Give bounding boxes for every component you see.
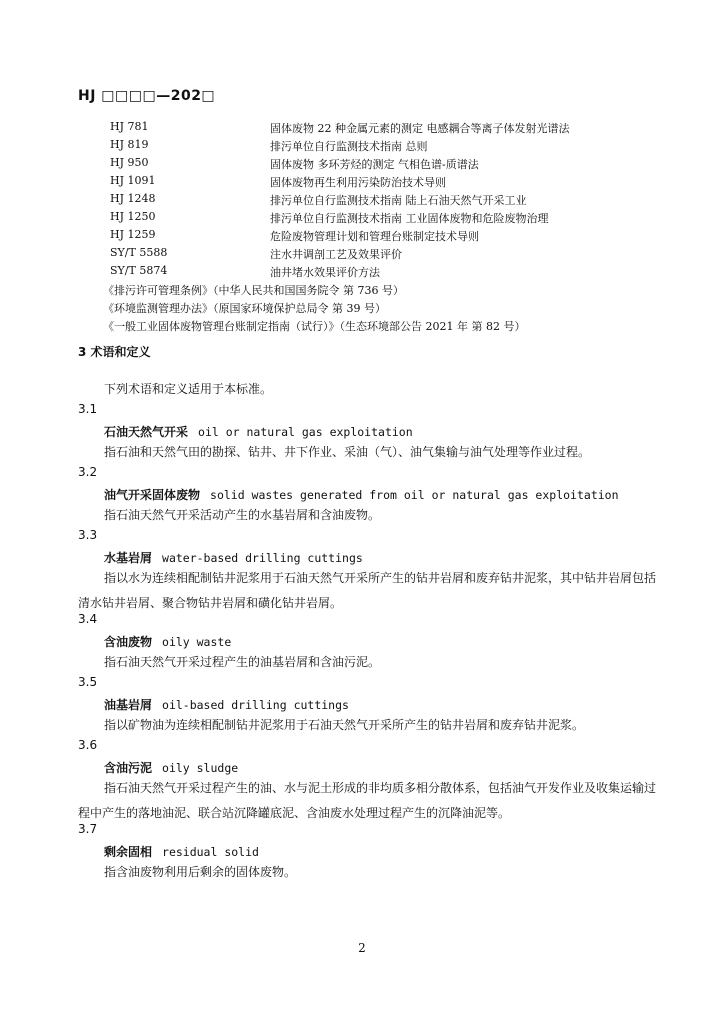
term-chinese: 水基岩屑 (104, 551, 153, 565)
term-definition: 指石油天然气开采活动产生的水基岩屑和含油废物。 (104, 508, 381, 522)
regulation-document: 《环境监测管理办法》（原国家环境保护总局令 第 39 号） (103, 302, 386, 315)
reference-title: 固体废物再生利用污染防治技术导则 (270, 176, 446, 189)
term-english: solid wastes generated from oil or natural gas exploitation (210, 488, 619, 502)
term-heading (104, 759, 238, 776)
term-english: oil or natural gas exploitation (198, 425, 413, 439)
section-intro: 下列术语和定义适用于本标准。 (104, 382, 273, 396)
regulation-document: 《一般工业固体废物管理台账制定指南（试行）》（生态环境部公告 2021 年 第 82 号） (103, 320, 526, 333)
reference-title: 注水井调剖工艺及效果评价 (270, 248, 402, 261)
term-heading (104, 633, 231, 650)
term-heading (104, 549, 363, 566)
term-definition: 指以矿物油为连续相配制钻井泥浆用于石油天然气开采所产生的钻井岩屑和废弃钻井泥浆。 (104, 718, 585, 732)
term-number: 3.3 (78, 528, 98, 542)
term-english: water-based drilling cuttings (162, 551, 363, 565)
reference-code: HJ 950 (110, 156, 149, 169)
reference-title: 排污单位自行监测技术指南 陆上石油天然气开采工业 (270, 194, 527, 207)
term-definition: 指以水为连续相配制钻井泥浆用于石油天然气开采所产生的钻井岩屑和废弃钻井泥浆，其中钻井岩屑包括清水钻井岩屑、聚合物钻井岩屑和磺化钻井岩屑。 (78, 571, 657, 610)
term-chinese: 含油废物 (104, 635, 153, 649)
term-number: 3.7 (78, 822, 98, 836)
reference-title: 排污单位自行监测技术指南 工业固体废物和危险废物治理 (270, 212, 549, 225)
term-heading (104, 486, 619, 503)
term-number: 3.2 (78, 465, 98, 479)
term-number: 3.1 (78, 402, 98, 416)
standard-code-header: HJ □□□□—202□ (78, 88, 216, 104)
term-definition: 指石油和天然气田的勘探、钻井、井下作业、采油（气）、油气集输与油气处理等作业过程。 (104, 445, 591, 459)
reference-code: SY/T 5588 (110, 246, 168, 259)
page-number: 2 (358, 941, 366, 955)
reference-title: 固体废物 22 种金属元素的测定 电感耦合等离子体发射光谱法 (270, 122, 570, 135)
reference-code: HJ 1250 (110, 210, 156, 223)
reference-code: HJ 1248 (110, 192, 156, 205)
term-definition: 指含油废物利用后剩余的固体废物。 (104, 865, 297, 879)
term-heading (104, 843, 259, 860)
reference-title: 固体废物 多环芳烃的测定 气相色谱-质谱法 (270, 158, 479, 171)
reference-code: HJ 819 (110, 138, 149, 151)
term-definition: 指石油天然气开采过程产生的油基岩屑和含油污泥。 (104, 655, 381, 669)
regulation-document: 《排污许可管理条例》（中华人民共和国国务院令 第 736 号） (103, 284, 404, 297)
term-english: oily waste (162, 635, 232, 649)
term-english: oil-based drilling cuttings (162, 698, 349, 712)
reference-code: HJ 1091 (110, 174, 156, 187)
term-chinese: 油气开采固体废物 (104, 488, 201, 502)
term-number: 3.6 (78, 738, 98, 752)
term-definition: 指石油天然气开采过程产生的油、水与泥土形成的非均质多相分散体系，包括油气开发作业及收集运输过程中产生的落地油泥、联合站沉降罐底泥、含油废水处理过程产生的沉降油泥等。 (78, 781, 657, 820)
term-heading (104, 423, 413, 440)
reference-code: HJ 781 (110, 120, 149, 133)
term-chinese: 含油污泥 (104, 761, 153, 775)
term-chinese: 剩余固相 (104, 845, 153, 859)
reference-title: 危险废物管理计划和管理台账制定技术导则 (270, 230, 479, 243)
section-heading: 3 术语和定义 (78, 345, 151, 359)
term-number: 3.5 (78, 675, 98, 689)
term-chinese: 石油天然气开采 (104, 425, 189, 439)
reference-code: SY/T 5874 (110, 264, 168, 277)
reference-title: 排污单位自行监测技术指南 总则 (270, 140, 428, 153)
reference-title: 油井堵水效果评价方法 (270, 266, 380, 279)
term-heading (104, 696, 349, 713)
reference-code: HJ 1259 (110, 228, 156, 241)
term-number: 3.4 (78, 612, 98, 626)
term-english: residual solid (162, 845, 259, 859)
term-chinese: 油基岩屑 (104, 698, 153, 712)
term-english: oily sludge (162, 761, 239, 775)
